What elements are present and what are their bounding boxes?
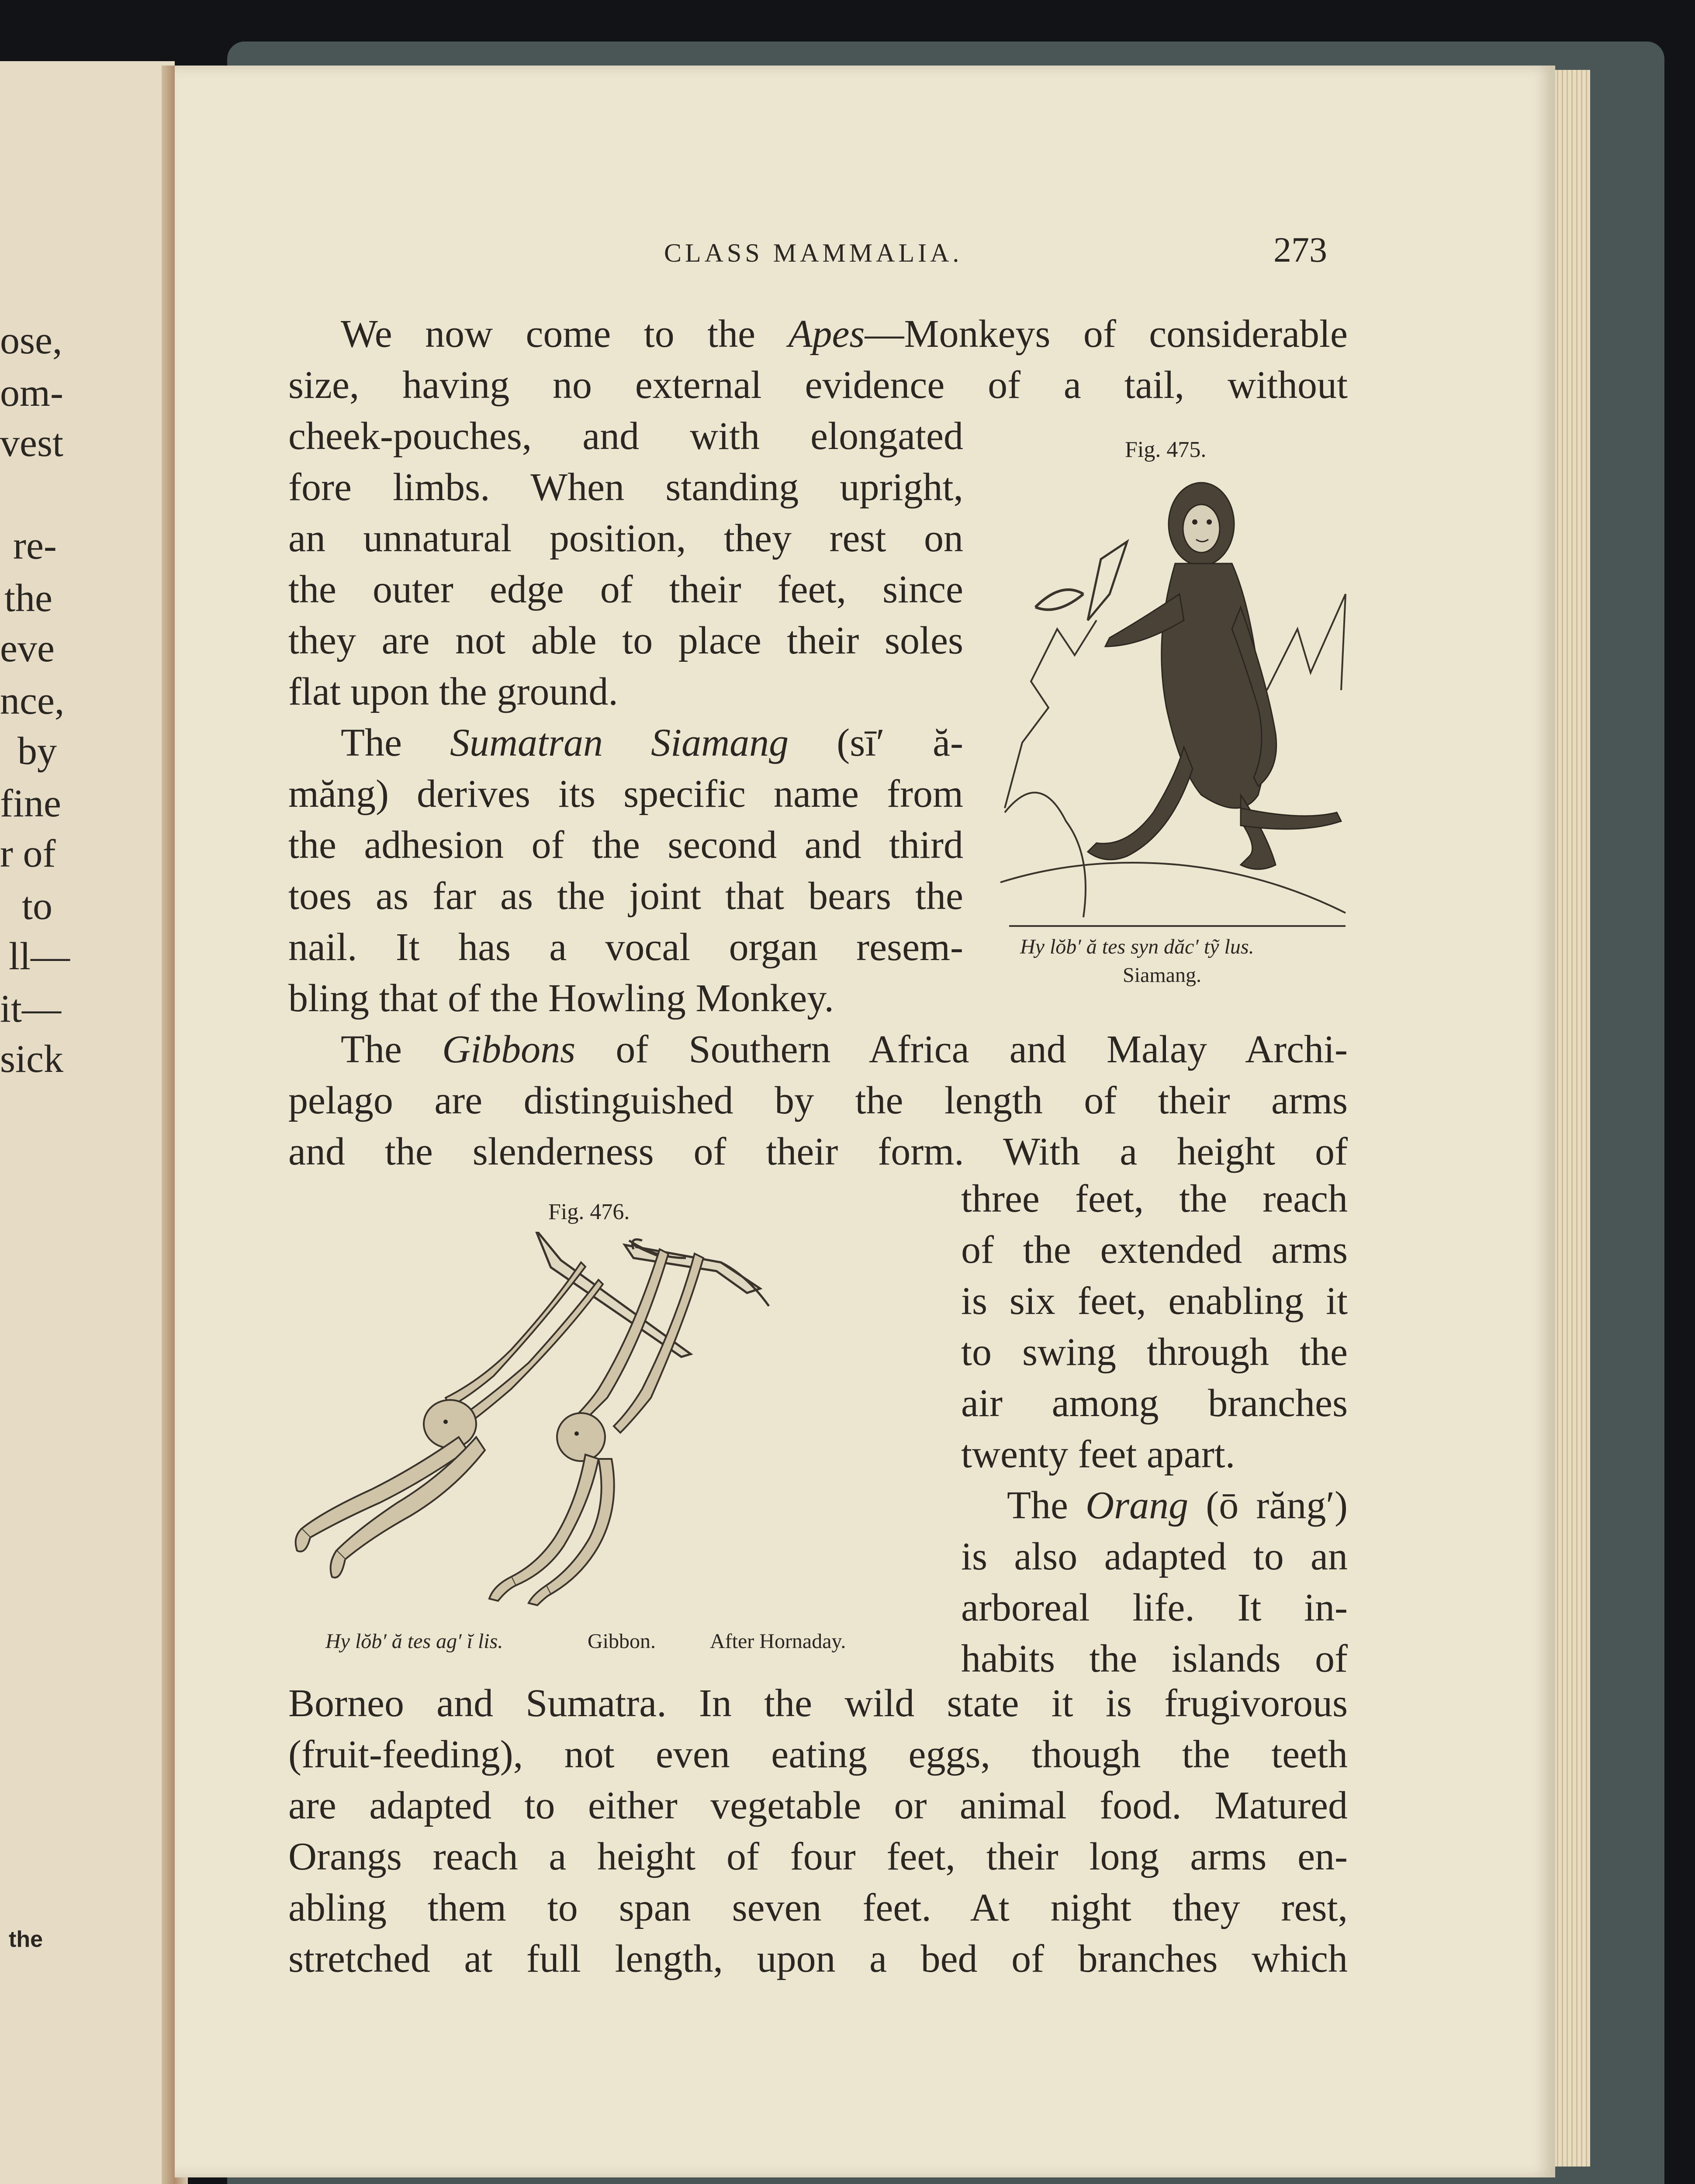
text-span: of the extended arms [961,1228,1348,1272]
text-span: —Monkeys of considerable [865,312,1348,356]
text-line [288,1886,1348,1930]
text-span: of Southern Africa and Malay Archi- [575,1028,1348,1071]
text-span: twenty feet apart. [961,1433,1235,1476]
text-line [288,670,963,714]
fig-476-caption-latin: Hy lŏb′ ă tes ag′ ĭ lis. [325,1630,503,1653]
text-span: Orang [1086,1484,1189,1527]
left-page-fragment: sick [0,1037,63,1081]
text-span: to swing through the [961,1330,1348,1374]
text-line [288,1130,1348,1174]
left-page-fragment: eve [0,627,55,670]
left-page-fragment: fine [0,782,61,825]
left-page-fragment: om- [0,371,63,415]
text-span: habits the islands of [961,1637,1348,1680]
text-line [961,1433,1348,1476]
text-span: abling them to span seven feet. At night they rest, [288,1886,1348,1929]
text-line [288,977,963,1020]
fig-475-caption-common: Siamang. [1123,964,1201,987]
left-page-fragment: the [4,577,52,620]
left-page-fragment: the [9,1927,43,1952]
text-span: the adhesion of the second and third [288,823,963,867]
text-line [341,1028,1348,1071]
text-line [288,363,1348,407]
text-span: The [341,1028,443,1071]
text-span: are adapted to either vegetable or animal food. Matured [288,1784,1348,1827]
text-line [1007,1484,1348,1527]
left-page-fragment: nce, [0,679,65,722]
left-page-fragment: ll— [9,935,70,978]
text-line [961,1330,1348,1374]
siamang-illustration [996,463,1354,935]
text-line [288,1733,1348,1776]
text-span: the outer edge of their feet, since [288,568,963,611]
text-line [288,823,963,867]
text-line [961,1637,1348,1681]
text-span: măng) derives its specific name from [288,772,963,816]
text-line [288,1937,1348,1981]
text-line [288,619,963,663]
text-span: is six feet, enabling it [961,1279,1348,1323]
text-span: toes as far as the joint that bears the [288,874,963,918]
text-line [961,1586,1348,1630]
text-span: pelago are distinguished by the length of their arms [288,1079,1348,1122]
text-line [288,1784,1348,1828]
text-span: cheek-pouches, and with elongated [288,415,963,458]
text-span: they are not able to place their soles [288,619,963,662]
left-page-fragment: by [17,729,57,773]
text-span: arboreal life. It in- [961,1586,1348,1629]
text-span: air among branches [961,1382,1348,1425]
text-line [961,1382,1348,1425]
running-header: CLASS MAMMALIA. [664,238,963,267]
text-line [288,1835,1348,1879]
text-span: (sī′ ă- [789,721,963,764]
text-line [288,466,963,509]
text-span: flat upon the ground. [288,670,618,713]
fig-476-caption-common: Gibbon. [588,1630,656,1653]
text-line [288,926,963,969]
text-span: The [341,721,450,764]
left-page [0,61,175,2184]
text-span: We now come to the [341,312,789,356]
text-span: Borneo and Sumatra. In the wild state it is frugivorous [288,1682,1348,1725]
text-line [288,1079,1348,1123]
fig-475-label: Fig. 475. [1125,437,1207,462]
text-span: Sumatran Siamang [450,721,789,764]
text-line [341,312,1348,356]
text-line [288,1682,1348,1725]
text-span: (ō răng′) [1188,1484,1348,1527]
text-span: nail. It has a vocal organ resem- [288,926,963,969]
page-number: 273 [1273,230,1327,270]
fig-475-caption-latin: Hy lŏb′ ă tes syn dăc′ tỹ lus. [1020,935,1254,958]
text-line [961,1279,1348,1323]
text-span: bling that of the Howling Monkey. [288,977,834,1020]
text-span: Apes [788,312,865,356]
text-span: (fruit-feeding), not even eating eggs, though the teeth [288,1733,1348,1776]
gibbon-illustration [284,1232,931,1607]
text-line [288,517,963,560]
text-line [341,721,963,765]
fig-476-label: Fig. 476. [548,1199,630,1224]
left-page-fragment: r of [0,832,56,875]
text-line [961,1535,1348,1579]
text-line [288,568,963,612]
text-line [961,1228,1348,1272]
text-span: Orangs reach a height of four feet, their long arms en- [288,1835,1348,1878]
fig-476-caption-credit: After Hornaday. [710,1630,846,1653]
text-span: stretched at full length, upon a bed of branches which [288,1937,1348,1980]
text-span: Gibbons [442,1028,576,1071]
left-page-fragment: to [22,885,53,928]
text-span: size, having no external evidence of a tail, without [288,363,1348,407]
text-span: is also adapted to an [961,1535,1348,1578]
text-line [961,1177,1348,1221]
left-page-fragment: ose, [0,319,62,362]
text-line [288,415,963,458]
text-span: three feet, the reach [961,1177,1348,1220]
left-page-fragment: vest [0,422,63,465]
text-span: an unnatural position, they rest on [288,517,963,560]
left-page-fragment: re- [13,524,57,567]
left-page-fragment: it— [0,987,62,1030]
text-span: and the slenderness of their form. With a height of [288,1130,1348,1173]
text-line [288,874,963,918]
text-span: fore limbs. When standing upright, [288,466,963,509]
text-line [288,772,963,816]
text-span: The [1007,1484,1086,1527]
